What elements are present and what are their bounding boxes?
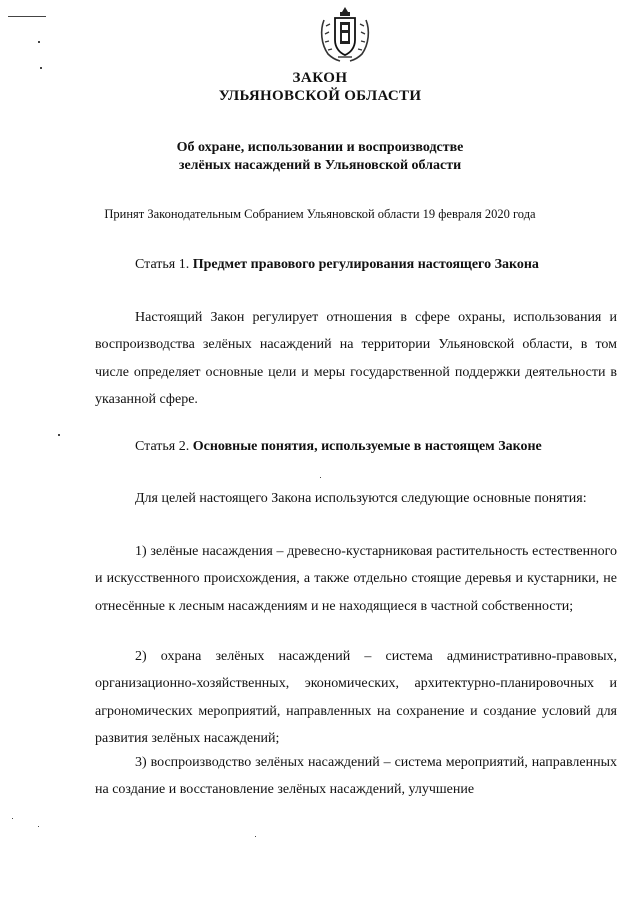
coat-of-arms-icon <box>318 4 372 62</box>
scan-artifact <box>38 41 40 43</box>
definition-item: 2) охрана зелёных насаждений – система административно-правовых, организационно-хозяйственных, экономических, архитектурно-планировочных и агрономических мероприятий, направленных на сохранение и создание условий для развития зелёных насаждений; <box>95 649 617 747</box>
scan-artifact <box>58 434 60 436</box>
article-2-heading <box>135 439 542 455</box>
article-number: Статья 1. <box>135 257 190 272</box>
document-type-heading: ЗАКОН <box>292 70 348 86</box>
article-1-heading <box>135 257 539 273</box>
definition-item: 3) воспроизводство зелёных насаждений – система мероприятий, направленных на создание и восстановление зелёных насаждений, улучшение <box>95 755 617 798</box>
article-title: Основные понятия, используемые в настоящем Законе <box>192 439 542 454</box>
scan-artifact <box>12 818 13 819</box>
article-1-paragraph: Настоящий Закон регулирует отношения в сфере охраны, использования и воспроизводства зелёных насаждений на территории Ульяновской области, в том числе определяет основные цели и меры государственной поддержки деятельности в указанной сфере. <box>95 310 617 408</box>
law-title-line-2: зелёных насаждений в Ульяновской области <box>178 158 462 173</box>
article-title: Предмет правового регулирования настоящего Закона <box>192 257 539 272</box>
scan-artifact <box>320 477 321 478</box>
scan-artifact <box>8 16 46 17</box>
article-number: Статья 2. <box>135 439 190 454</box>
adoption-line: Принят Законодательным Собранием Ульяновской области 19 февраля 2020 года <box>104 207 536 221</box>
definition-item: 1) зелёные насаждения – древесно-кустарниковая растительность естественного и искусственного происхождения, а также отдельно стоящие деревья и кустарники, не отнесённые к лесным насаждениям и не находящиеся в частной собственности; <box>95 544 617 614</box>
article-2-intro: Для целей настоящего Закона используются следующие основные понятия: <box>135 491 587 506</box>
law-title-line-1: Об охране, использовании и воспроизводстве <box>176 140 464 155</box>
scan-artifact <box>40 67 42 69</box>
scan-artifact <box>38 826 39 827</box>
scan-artifact <box>255 836 256 837</box>
region-heading: УЛЬЯНОВСКОЙ ОБЛАСТИ <box>218 88 422 104</box>
